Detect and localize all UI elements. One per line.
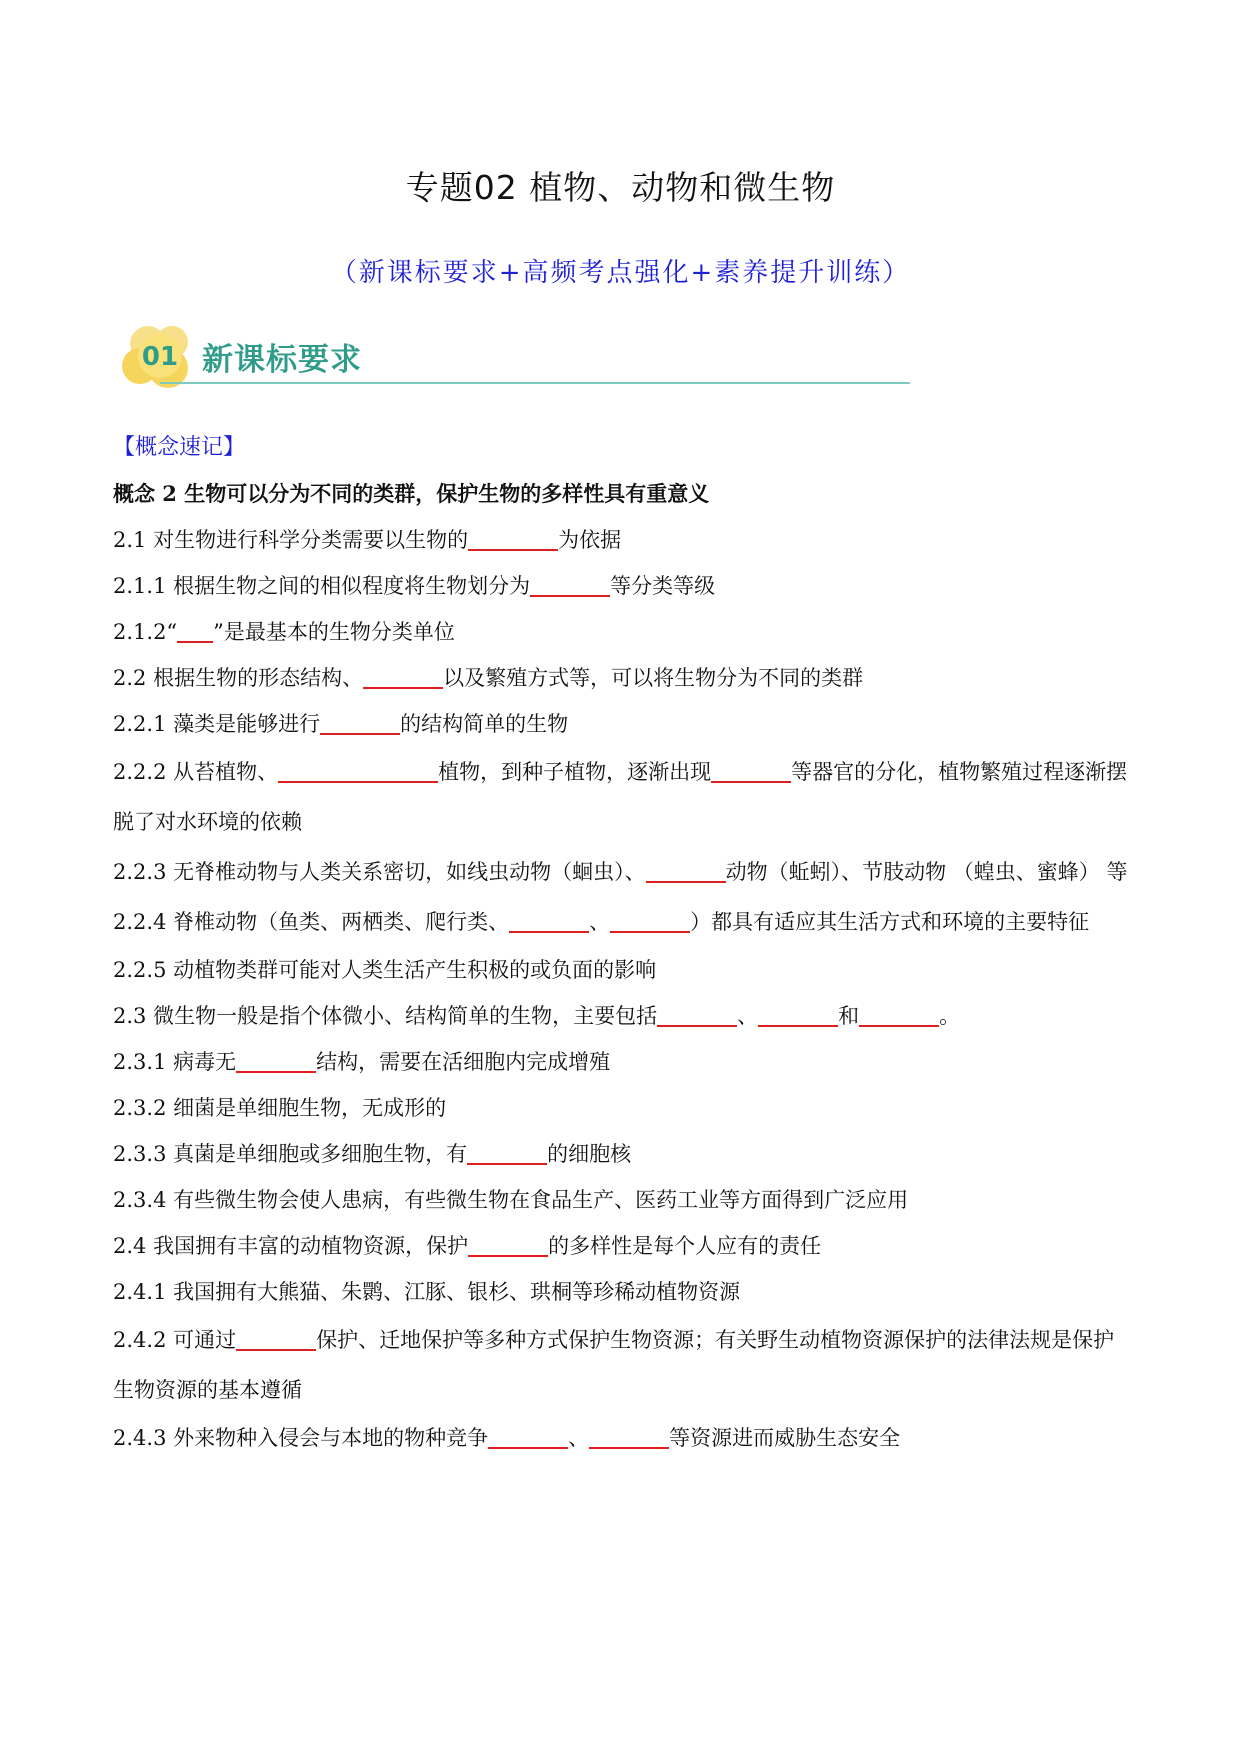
list-item: 2.4.3 外来物种入侵会与本地的物种竞争 、 等资源进而威胁生态安全 [113,1415,1133,1461]
fill-blank[interactable] [488,1421,568,1449]
concept-tag: 【概念速记】 [113,435,246,460]
fill-blank[interactable] [530,569,610,597]
fill-blank[interactable] [657,999,737,1027]
list-item: 2.3 微生物一般是指个体微小、结构简单的生物，主要包括 、 和 。 [113,993,1133,1039]
fill-blank[interactable] [758,999,838,1027]
list-item: 2.4.2 可通过 保护、迁地保护等多种方式保护生物资源；有关野生动植物资源保护的法律法规是保护生物资源的基本遵循 [113,1315,1133,1415]
section-number: 01 [141,342,179,372]
fill-blank[interactable] [363,661,443,689]
list-item: 2.2 根据生物的形态结构、 以及繁殖方式等，可以将生物分为不同的类群 [113,655,1133,701]
fill-blank[interactable] [859,999,939,1027]
list-item: 2.1.2“ ”是最基本的生物分类单位 [113,609,1133,655]
section-header [120,322,910,392]
concept-heading: 概念 2 生物可以分为不同的类群，保护生物的多样性具有重意义 [113,481,710,506]
fill-blank[interactable] [177,615,213,643]
list-item: 2.1.1 根据生物之间的相似程度将生物划分为 等分类等级 [113,563,1133,609]
list-item: 2.3.2 细菌是单细胞生物，无成形的 [113,1096,447,1120]
concept-list [113,425,1133,1461]
page-subtitle: （新课标要求+高频考点强化+素养提升训练） [330,258,911,288]
fill-blank[interactable] [468,523,558,551]
list-item: 2.4.1 我国拥有大熊猫、朱鹮、江豚、银杉、珙桐等珍稀动植物资源 [113,1280,741,1304]
fill-blank[interactable] [236,1045,316,1073]
list-item: 2.2.3 无脊椎动物与人类关系密切，如线虫动物（蛔虫）、 动物（蚯蚓）、节肢动物 （蝗虫、蜜蜂） 等 [113,847,1133,897]
list-item: 2.4 我国拥有丰富的动植物资源，保护 的多样性是每个人应有的责任 [113,1223,1133,1269]
fill-blank[interactable] [610,905,690,933]
fill-blank[interactable] [236,1323,316,1351]
list-item: 2.1 对生物进行科学分类需要以生物的 为依据 [113,517,1133,563]
list-item: 2.3.1 病毒无 结构，需要在活细胞内完成增殖 [113,1039,1133,1085]
page-title: 专题02 植物、动物和微生物 [405,168,836,207]
fill-blank[interactable] [320,707,400,735]
list-item: 2.2.5 动植物类群可能对人类生活产生积极的或负面的影响 [113,958,657,982]
list-item: 2.2.2 从苔植物、 植物，到种子植物，逐渐出现 等器官的分化，植物繁殖过程逐渐摆脱了对水环境的依赖 [113,747,1133,847]
fill-blank[interactable] [589,1421,669,1449]
section-title: 新课标要求 [202,342,362,378]
fill-blank[interactable] [711,755,791,783]
list-item: 2.3.4 有些微生物会使人患病，有些微生物在食品生产、医药工业等方面得到广泛应用 [113,1188,909,1212]
fill-blank[interactable] [467,1137,547,1165]
list-item: 2.2.4 脊椎动物（鱼类、两栖类、爬行类、 、 ）都具有适应其生活方式和环境的主要特征 [113,897,1133,947]
fill-blank[interactable] [646,855,726,883]
fill-blank[interactable] [278,755,438,783]
list-item: 2.3.3 真菌是单细胞或多细胞生物，有 的细胞核 [113,1131,1133,1177]
fill-blank[interactable] [468,1229,548,1257]
list-item: 2.2.1 藻类是能够进行 的结构简单的生物 [113,701,1133,747]
section-divider [160,382,910,384]
fill-blank[interactable] [509,905,589,933]
